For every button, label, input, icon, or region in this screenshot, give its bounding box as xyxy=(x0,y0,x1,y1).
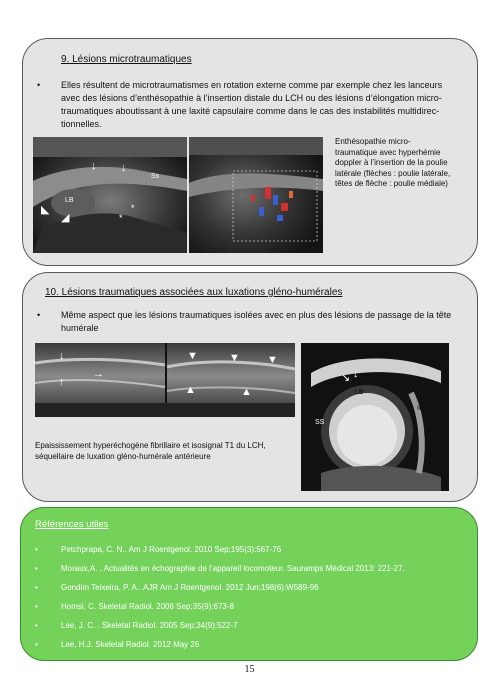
reference-text: Moraux,A. . Actualités en échographie de l’appareil locomoteur. Sauramps Médical 2013: 221-27. xyxy=(61,564,405,573)
caption-line: doppler à l’insertion de la poulie xyxy=(335,158,448,167)
bullet: • xyxy=(35,602,38,611)
mri-image xyxy=(301,343,449,491)
arrow-down-icon: ↓ xyxy=(121,162,127,174)
bullet: • xyxy=(35,564,38,573)
ultrasound-image-grayscale xyxy=(33,137,187,253)
bullet: • xyxy=(35,621,38,630)
label-lb: LB xyxy=(65,197,74,204)
ultrasound-image-pair xyxy=(35,343,295,417)
section-10-line-1: Même aspect que les lésions traumatiques isolées avec en plus des lésions de passage de la tête xyxy=(61,310,452,320)
caption-line: têtes de flèche : poulie médiale) xyxy=(335,179,448,188)
caption-line: séquellaire de luxation gléno-humérale antérieure xyxy=(35,451,211,461)
page-number: 15 xyxy=(244,664,255,675)
reference-text: Homsi, C. Skeletal Radiol. 2006 Sep;35(9):673-8 xyxy=(61,602,234,611)
reference-text: Petchprapa, C. N.. Am J Roentgenol. 2010 Sep;195(3):567-76 xyxy=(61,545,282,554)
arrow-up-icon: ↑ xyxy=(59,376,65,388)
reference-text: Lee, J. C. . Skeletal Radiol. 2005 Sep;34(9):522-7 xyxy=(61,621,238,630)
label-ss: Ss xyxy=(151,173,160,180)
arrowhead-icon: ▲ xyxy=(185,384,196,396)
bullet: • xyxy=(35,640,38,649)
caption-line: latérale (flèches : poulie latérale, xyxy=(335,168,451,178)
arrow-right-icon: → xyxy=(93,368,104,380)
references-panel xyxy=(20,507,478,661)
reference-text: Gondim Teixeira, P. A.. AJR Am J Roentgenol. 2012 Jun;198(6):W589-96 xyxy=(61,583,319,592)
mri-label-ie: Ie xyxy=(417,405,423,412)
bullet: • xyxy=(37,310,41,320)
ultrasound-image-doppler xyxy=(189,137,323,253)
section-10-caption xyxy=(35,441,295,462)
caption-line: traumatique avec hyperhémie xyxy=(335,147,441,157)
arrowhead-icon: ◢ xyxy=(61,212,70,224)
mri-label-lb: LB xyxy=(355,389,364,396)
arrowhead-icon: ▼ xyxy=(229,352,240,364)
arrow-icon: ↓ xyxy=(353,368,359,380)
bullet: • xyxy=(37,80,41,90)
section-10-line-2: humérale xyxy=(61,323,99,333)
section-9-panel xyxy=(22,38,478,266)
section-10-title: 10. Lésions traumatiques associées aux luxations gléno-humérales xyxy=(45,287,343,298)
label-star: * xyxy=(131,203,135,213)
arrow-icon: ↘ xyxy=(341,372,351,384)
section-10-panel xyxy=(22,272,478,502)
arrowhead-icon: ▼ xyxy=(187,350,198,362)
mri-label-se: Se xyxy=(373,373,382,380)
bullet: • xyxy=(35,545,38,554)
arrowhead-icon: ▼ xyxy=(267,354,278,366)
label-star: * xyxy=(119,213,123,223)
references-title: Références utiles xyxy=(35,519,109,530)
arrowhead-icon: ▲ xyxy=(241,386,252,398)
caption-line: Enthésopathie micro- xyxy=(335,137,411,146)
bullet: • xyxy=(35,583,38,592)
arrow-down-icon: ↓ xyxy=(59,350,65,362)
arrow-down-icon: ↓ xyxy=(91,160,97,172)
reference-text: Lee, H.J. Skeletal Radiol. 2012 May 26 xyxy=(61,640,200,649)
mri-label-ss: SS xyxy=(315,419,325,426)
section-9-line-3: traumatiques aboutissant à une laxité capsulaire comme dans le cas des instabilités multidirec- xyxy=(61,106,440,116)
section-9-line-2: avec des lésions d’enthésopathie à l’insertion distale du LCH ou des lésions d’élongation micro- xyxy=(61,93,442,103)
arrowhead-icon: ◣ xyxy=(41,204,50,216)
section-9-line-4: tionnelles. xyxy=(61,119,102,129)
section-9-caption xyxy=(335,137,475,190)
caption-line: Epaississement hyperéchogène fibrillaire et isosignal T1 du LCH, xyxy=(35,441,266,450)
section-9-title: 9. Lésions microtraumatiques xyxy=(61,54,192,65)
section-9-line-1: Elles résultent de microtraumatismes en rotation externe comme par exemple chez les lanceurs xyxy=(61,80,443,90)
